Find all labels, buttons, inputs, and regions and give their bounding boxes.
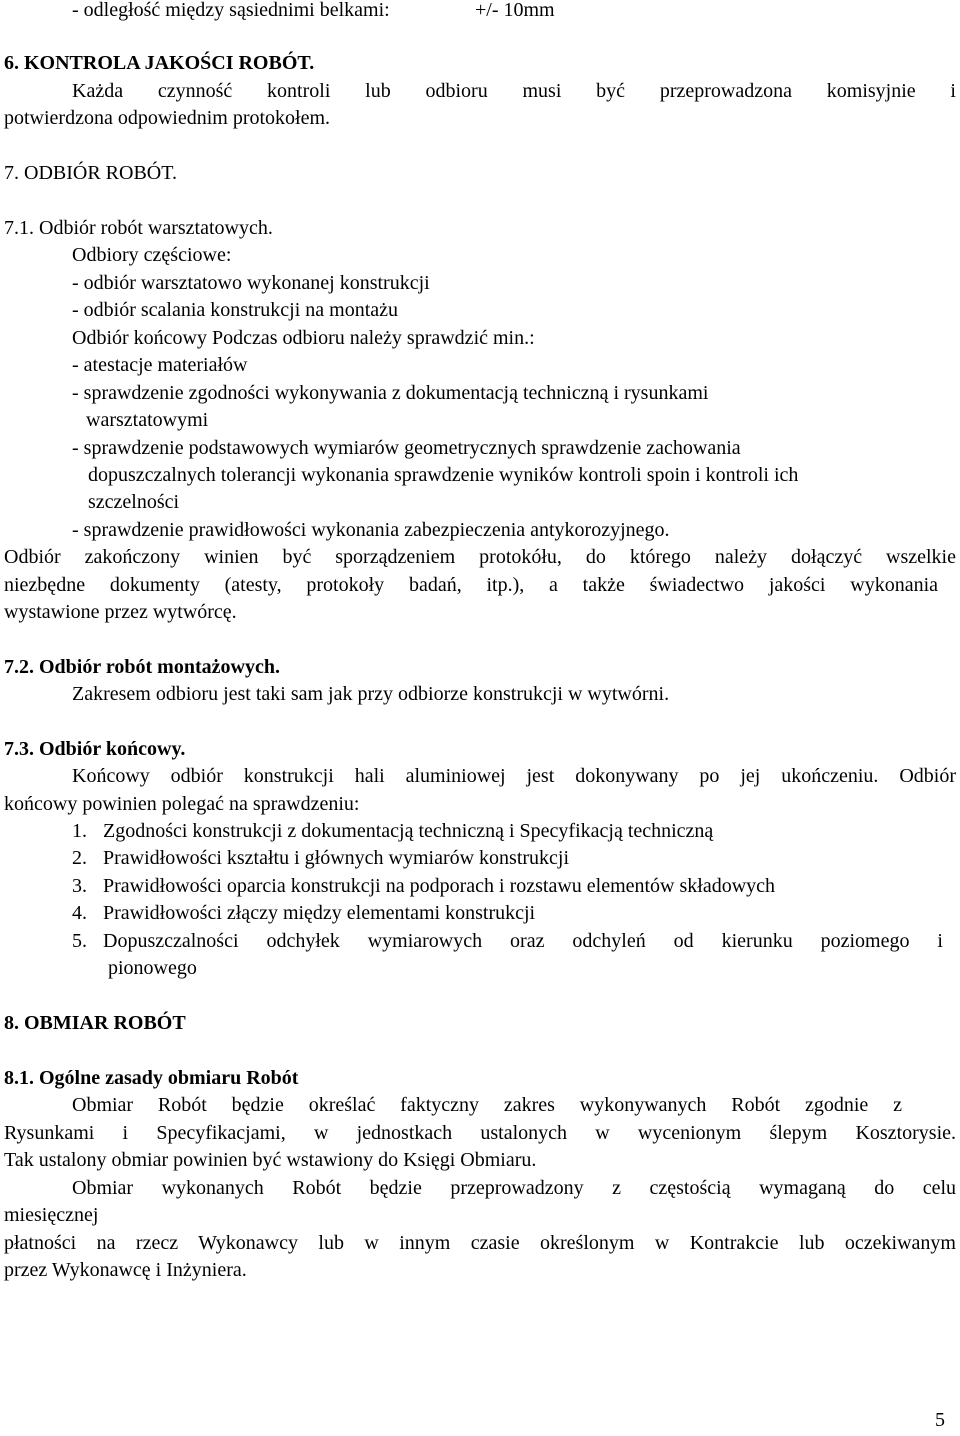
numbered-item-number: 5. xyxy=(72,930,87,952)
section-8-1-p2-line3: płatności na rzecz Wykonawcy lub w innym czasie określonym w Kontrakcie lub oczekiwanym xyxy=(4,1232,956,1254)
list-item: Odbiór końcowy Podczas odbioru należy sprawdzić min.: xyxy=(72,327,535,349)
section-7-1-summary-line2: niezbędne dokumenty (atesty, protokoły badań, itp.), a także świadectwo jakości wykonania xyxy=(4,574,938,596)
section-7-3-paragraph-line2: końcowy powinien polegać na sprawdzeniu: xyxy=(4,793,360,815)
section-8-1-p1-line1: Obmiar Robót będzie określać faktyczny zakres wykonywanych Robót zgodnie z xyxy=(72,1094,902,1116)
numbered-item-number: 3. xyxy=(72,875,87,897)
list-item: warsztatowymi xyxy=(86,409,209,431)
section-8-1-p2-line2: miesięcznej xyxy=(4,1204,99,1226)
numbered-item-number: 4. xyxy=(72,902,87,924)
list-item: - odbiór warsztatowo wykonanej konstrukcji xyxy=(72,272,430,294)
section-6-paragraph-line2: potwierdzona odpowiednim protokołem. xyxy=(4,107,331,129)
section-6-paragraph-line1: Każda czynność kontroli lub odbioru musi być przeprowadzona komisyjnie i xyxy=(72,80,956,102)
list-item: - sprawdzenie prawidłowości wykonania zabezpieczenia antykorozyjnego. xyxy=(72,519,670,541)
section-7-3-heading: 7.3. Odbiór końcowy. xyxy=(4,738,186,760)
list-item: - sprawdzenie zgodności wykonywania z dokumentacją techniczną i rysunkami xyxy=(72,382,709,404)
numbered-item-text: Prawidłowości oparcia konstrukcji na podporach i rozstawu elementów składowych xyxy=(103,875,776,897)
section-7-1-summary-line1: Odbiór zakończony winien być sporządzeniem protokółu, do którego należy dołączyć wszelkie xyxy=(4,546,956,568)
list-item: - odbiór scalania konstrukcji na montażu xyxy=(72,299,399,321)
distance-tolerance-value: +/- 10mm xyxy=(475,0,555,21)
section-7-1-summary-line3: wystawione przez wytwórcę. xyxy=(4,601,237,623)
section-7-1-heading: 7.1. Odbiór robót warsztatowych. xyxy=(4,217,273,239)
numbered-item-text: Dopuszczalności odchyłek wymiarowych oraz odchyleń od kierunku poziomego i xyxy=(103,930,943,952)
numbered-item-text: Prawidłowości kształtu i głównych wymiarów konstrukcji xyxy=(103,847,570,869)
list-item: dopuszczalnych tolerancji wykonania sprawdzenie wyników kontroli spoin i kontroli ich xyxy=(88,464,799,486)
section-8-heading: 8. OBMIAR ROBÓT xyxy=(4,1012,186,1034)
list-item: - sprawdzenie podstawowych wymiarów geometrycznych sprawdzenie zachowania xyxy=(72,437,741,459)
section-8-1-p2-line4: przez Wykonawcę i Inżyniera. xyxy=(4,1259,247,1281)
numbered-item-text: Prawidłowości złączy między elementami konstrukcji xyxy=(103,902,536,924)
list-item: Odbiory częściowe: xyxy=(72,244,232,266)
numbered-item-continuation: pionowego xyxy=(108,957,197,979)
section-7-heading: 7. ODBIÓR ROBÓT. xyxy=(4,162,177,184)
numbered-item-number: 1. xyxy=(72,820,87,842)
distance-tolerance-label: - odległość między sąsiednimi belkami: xyxy=(72,0,390,21)
section-6-heading: 6. KONTROLA JAKOŚCI ROBÓT. xyxy=(4,52,315,74)
section-8-1-p2-line1: Obmiar wykonanych Robót będzie przeprowadzony z częstością wymaganą do celu xyxy=(72,1177,956,1199)
list-item: szczelności xyxy=(88,491,180,513)
page-number: 5 xyxy=(935,1409,945,1431)
section-7-2-heading: 7.2. Odbiór robót montażowych. xyxy=(4,656,280,678)
section-7-3-paragraph-line1: Końcowy odbiór konstrukcji hali aluminiowej jest dokonywany po jej ukończeniu. Odbiór xyxy=(72,765,956,787)
list-item: - atestacje materiałów xyxy=(72,354,248,376)
section-8-1-p1-line2: Rysunkami i Specyfikacjami, w jednostkach ustalonych w wycenionym ślepym Kosztorysie. xyxy=(4,1122,956,1144)
section-8-1-p1-line3: Tak ustalony obmiar powinien być wstawiony do Księgi Obmiaru. xyxy=(4,1149,537,1171)
section-7-2-text: Zakresem odbioru jest taki sam jak przy odbiorze konstrukcji w wytwórni. xyxy=(72,683,670,705)
numbered-item-text: Zgodności konstrukcji z dokumentacją techniczną i Specyfikacją techniczną xyxy=(103,820,714,842)
numbered-item-number: 2. xyxy=(72,847,87,869)
section-8-1-heading: 8.1. Ogólne zasady obmiaru Robót xyxy=(4,1067,299,1089)
